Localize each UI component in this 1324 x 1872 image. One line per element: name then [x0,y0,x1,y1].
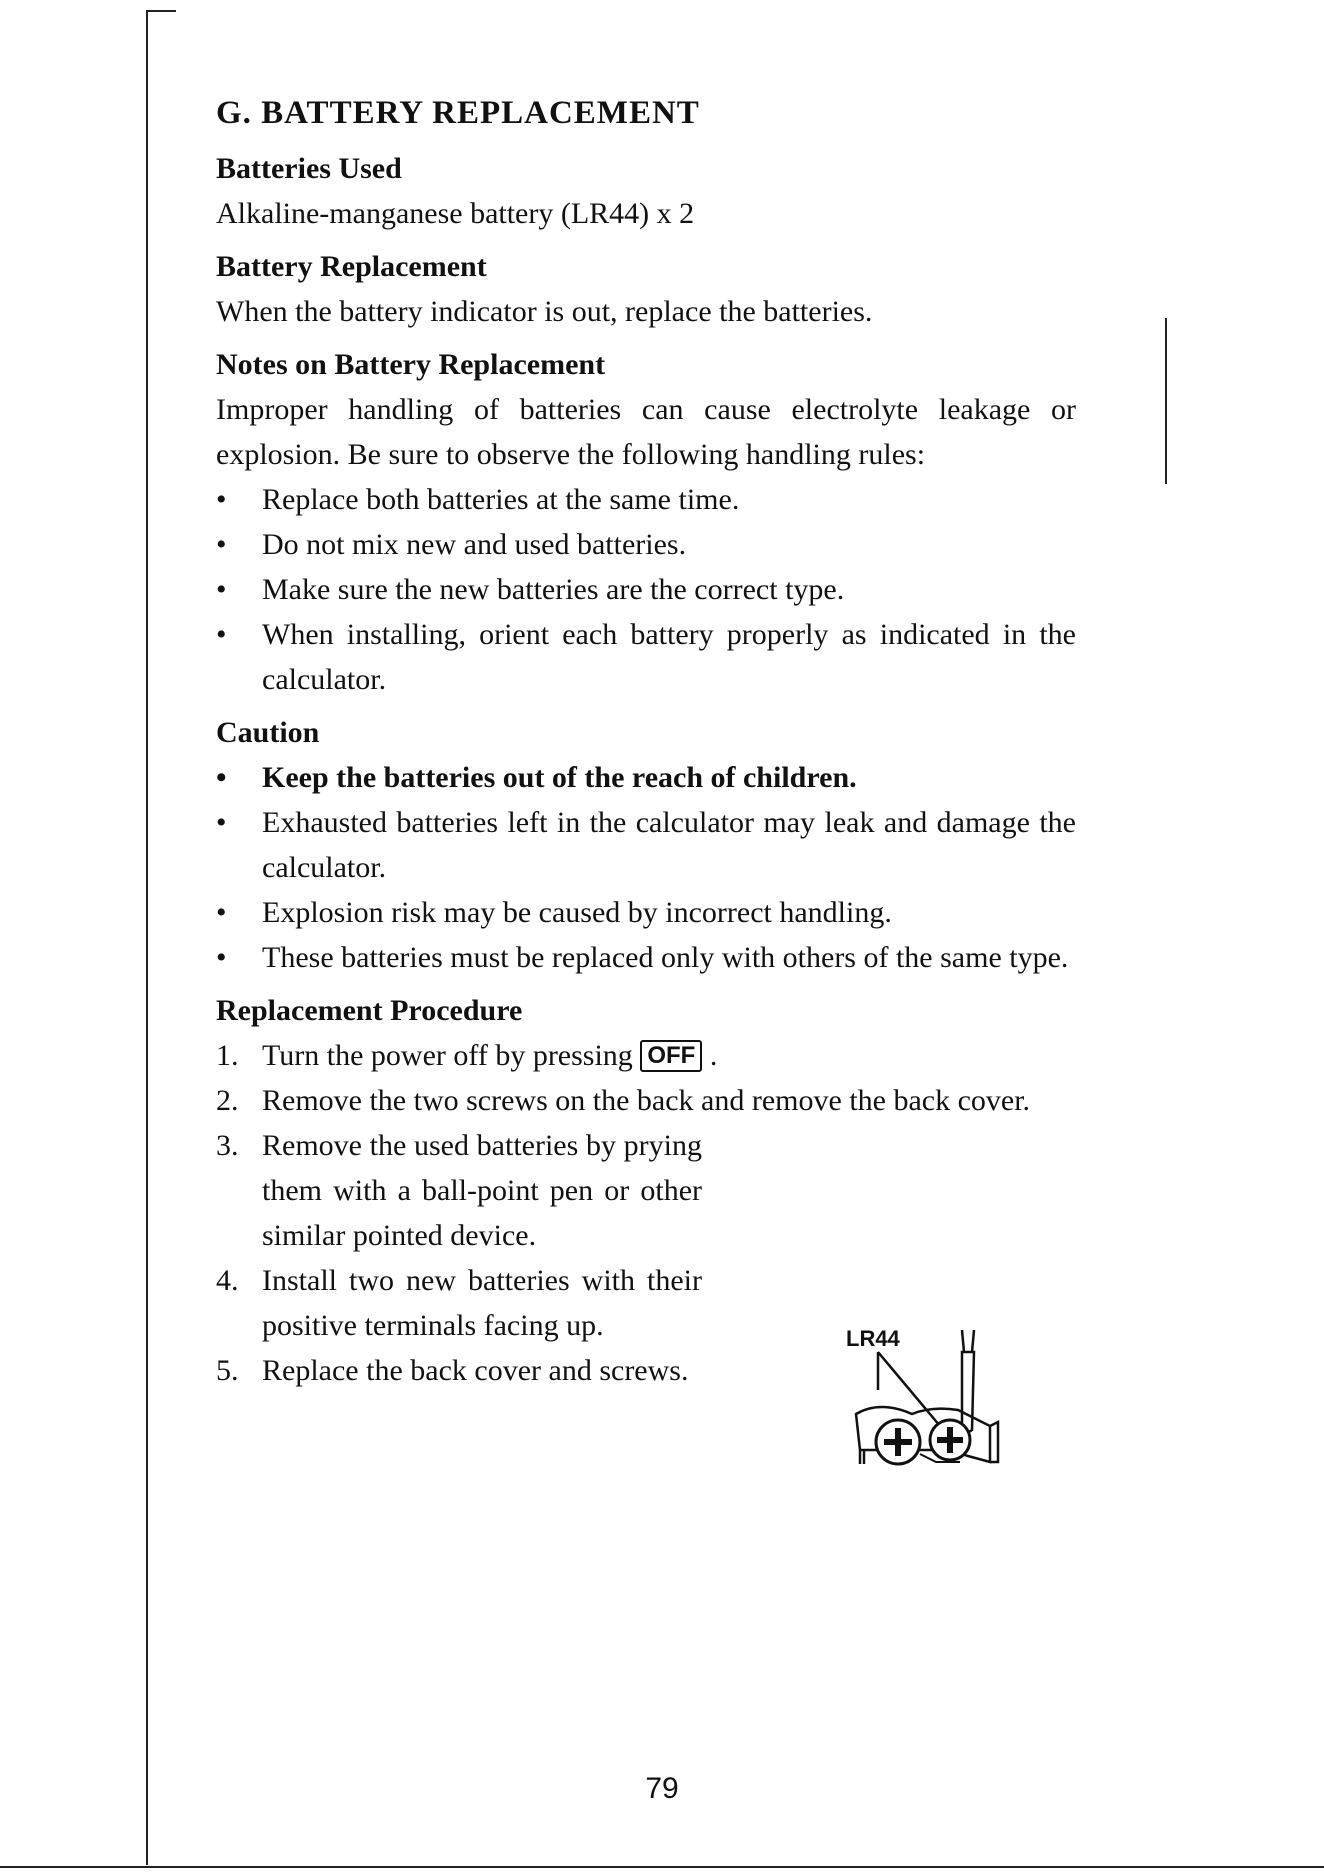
list-item: • Keep the batteries out of the reach of children. [216,755,1076,800]
step-item [216,1078,1076,1123]
scan-border-top [146,10,176,12]
page-number: 79 [645,1772,679,1805]
list-item: • Do not mix new and used batteries. [216,522,1076,567]
step-number: 2. [216,1084,239,1117]
list-item: • Exhausted batteries left in the calculator may leak and damage the calculator. [216,800,1076,890]
scan-border-left [146,10,148,1865]
list-item: • When installing, orient each battery properly as indicated in the calculator. [216,612,1076,702]
step-number: 4. [216,1264,239,1297]
step-number: 5. [216,1354,239,1387]
batteries-used-heading: Batteries Used [216,152,402,185]
step-text: Replace the back cover and screws. [262,1354,689,1387]
step-text: Remove the used batteries by prying them with a ball-point pen or other similar pointed device. [262,1129,702,1252]
step-item [216,1258,702,1348]
procedure-heading: Replacement Procedure [216,994,523,1027]
step-text: Remove the two screws on the back and remove the back cover. [262,1084,1031,1117]
battery-replacement-heading: Battery Replacement [216,250,487,283]
batteries-used-text: Alkaline-manganese battery (LR44) x 2 [216,197,695,230]
illustration-label: LR44 [846,1326,900,1351]
batteries-used-section [216,147,1076,236]
caution-section [216,711,1076,980]
caution-heading: Caution [216,716,320,749]
battery-replacement-text: When the battery indicator is out, replace the batteries. [216,295,873,328]
battery-illustration [840,1322,1010,1502]
scan-border-right [1165,318,1167,484]
caution-list [216,755,1076,980]
off-key-icon: OFF [640,1040,702,1072]
step-number: 1. [216,1039,239,1072]
scan-border-bottom [0,1866,1324,1868]
list-item: • Replace both batteries at the same time. [216,477,1076,522]
notes-list [216,477,1076,702]
step-item [216,1123,702,1258]
list-item: • These batteries must be replaced only with others of the same type. [216,935,1076,980]
step-text: Turn the power off by pressing [262,1039,641,1072]
step-text: Install two new batteries with their positive terminals facing up. [262,1264,702,1342]
step-item [216,1033,1076,1078]
notes-intro: Improper handling of batteries can cause electrolyte leakage or explosion. Be sure to observe the following handling rules: [216,393,1076,471]
notes-heading: Notes on Battery Replacement [216,348,606,381]
step-text-end: . [709,1039,718,1072]
battery-pry-diagram-icon [840,1322,1010,1502]
manual-page [216,88,1076,1393]
page-title: G. BATTERY REPLACEMENT [216,95,700,131]
notes-section [216,343,1076,702]
step-number: 3. [216,1129,239,1162]
list-item: • Make sure the new batteries are the correct type. [216,567,1076,612]
battery-replacement-section [216,245,1076,334]
list-item: • Explosion risk may be caused by incorrect handling. [216,890,1076,935]
